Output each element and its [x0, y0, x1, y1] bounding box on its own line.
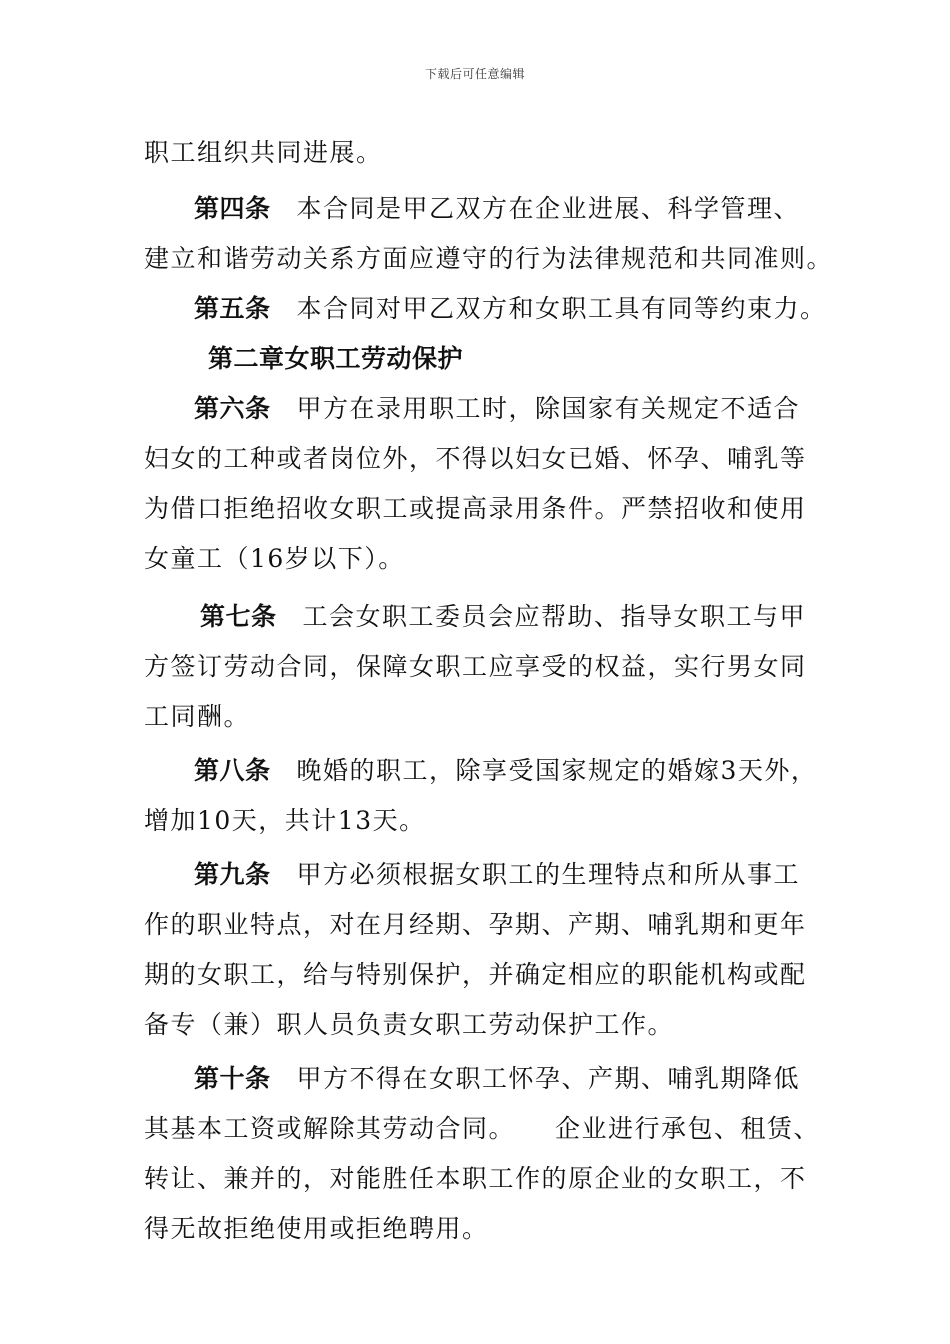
article-8-title: 第八条 [194, 756, 271, 785]
article-6-title: 第六条 [194, 394, 271, 423]
article-8 [144, 746, 818, 796]
article-7-text: 工会女职工委员会应帮助、指导女职工与甲 [302, 602, 807, 631]
article-7 [144, 592, 808, 642]
article-5 [144, 284, 827, 334]
article-4-title: 第四条 [194, 194, 271, 223]
article-5-text: 本合同对甲乙双方和女职工具有同等约束力。 [296, 294, 827, 323]
text-line: 女童工（16岁以下）。 [144, 544, 405, 573]
chapter-heading: 第二章女职工劳动保护 [208, 344, 464, 373]
text-line: 增加10天，共计13天。 [144, 806, 426, 835]
document-body [144, 128, 834, 1254]
text-line: 职工组织共同进展。 [144, 138, 383, 167]
text-line: 方签订劳动合同，保障女职工应享受的权益，实行男女同 [144, 652, 807, 681]
article-10-title: 第十条 [194, 1064, 271, 1093]
article-6 [144, 384, 808, 434]
text-line: 得无故拒绝使用或拒绝聘用。 [144, 1214, 489, 1243]
text-line: 作的职业特点，对在月经期、孕期、产期、哺乳期和更年 [144, 910, 807, 939]
text-segment: 其基本工资或解除其劳动合同。 [144, 1114, 516, 1143]
article-9-text: 甲方必须根据女职工的生理特点和所从事工 [296, 860, 801, 889]
text-line: 建立和谐劳动关系方面应遵守的行为法律规范和共同准则。 [144, 244, 834, 273]
article-10 [144, 1054, 808, 1104]
article-7-title: 第七条 [200, 602, 277, 631]
article-5-title: 第五条 [194, 294, 271, 323]
page-header: 下载后可任意编辑 [424, 67, 525, 81]
text-line: 为借口拒绝招收女职工或提高录用条件。严禁招收和使用 [144, 494, 807, 523]
article-10-text: 甲方不得在女职工怀孕、产期、哺乳期降低 [296, 1064, 801, 1093]
article-4 [144, 184, 808, 234]
article-6-text: 甲方在录用职工时，除国家有关规定不适合 [296, 394, 801, 423]
article-8-text: 晚婚的职工，除享受国家规定的婚嫁3天外， [296, 756, 818, 785]
text-line: 备专（兼）职人员负责女职工劳动保护工作。 [144, 1010, 675, 1039]
text-line: 转让、兼并的，对能胜任本职工作的原企业的女职工，不 [144, 1164, 807, 1193]
article-4-text: 本合同是甲乙双方在企业进展、科学管理、 [296, 194, 801, 223]
article-9 [144, 850, 808, 900]
text-line: 工同酬。 [144, 702, 251, 731]
text-line: 妇女的工种或者岗位外，不得以妇女已婚、怀孕、哺乳等 [144, 444, 807, 473]
text-segment: 企业进行承包、租赁、 [555, 1114, 821, 1143]
article-9-title: 第九条 [194, 860, 271, 889]
text-line: 期的女职工，给与特别保护，并确定相应的职能机构或配 [144, 960, 807, 989]
text-line [144, 1104, 821, 1154]
